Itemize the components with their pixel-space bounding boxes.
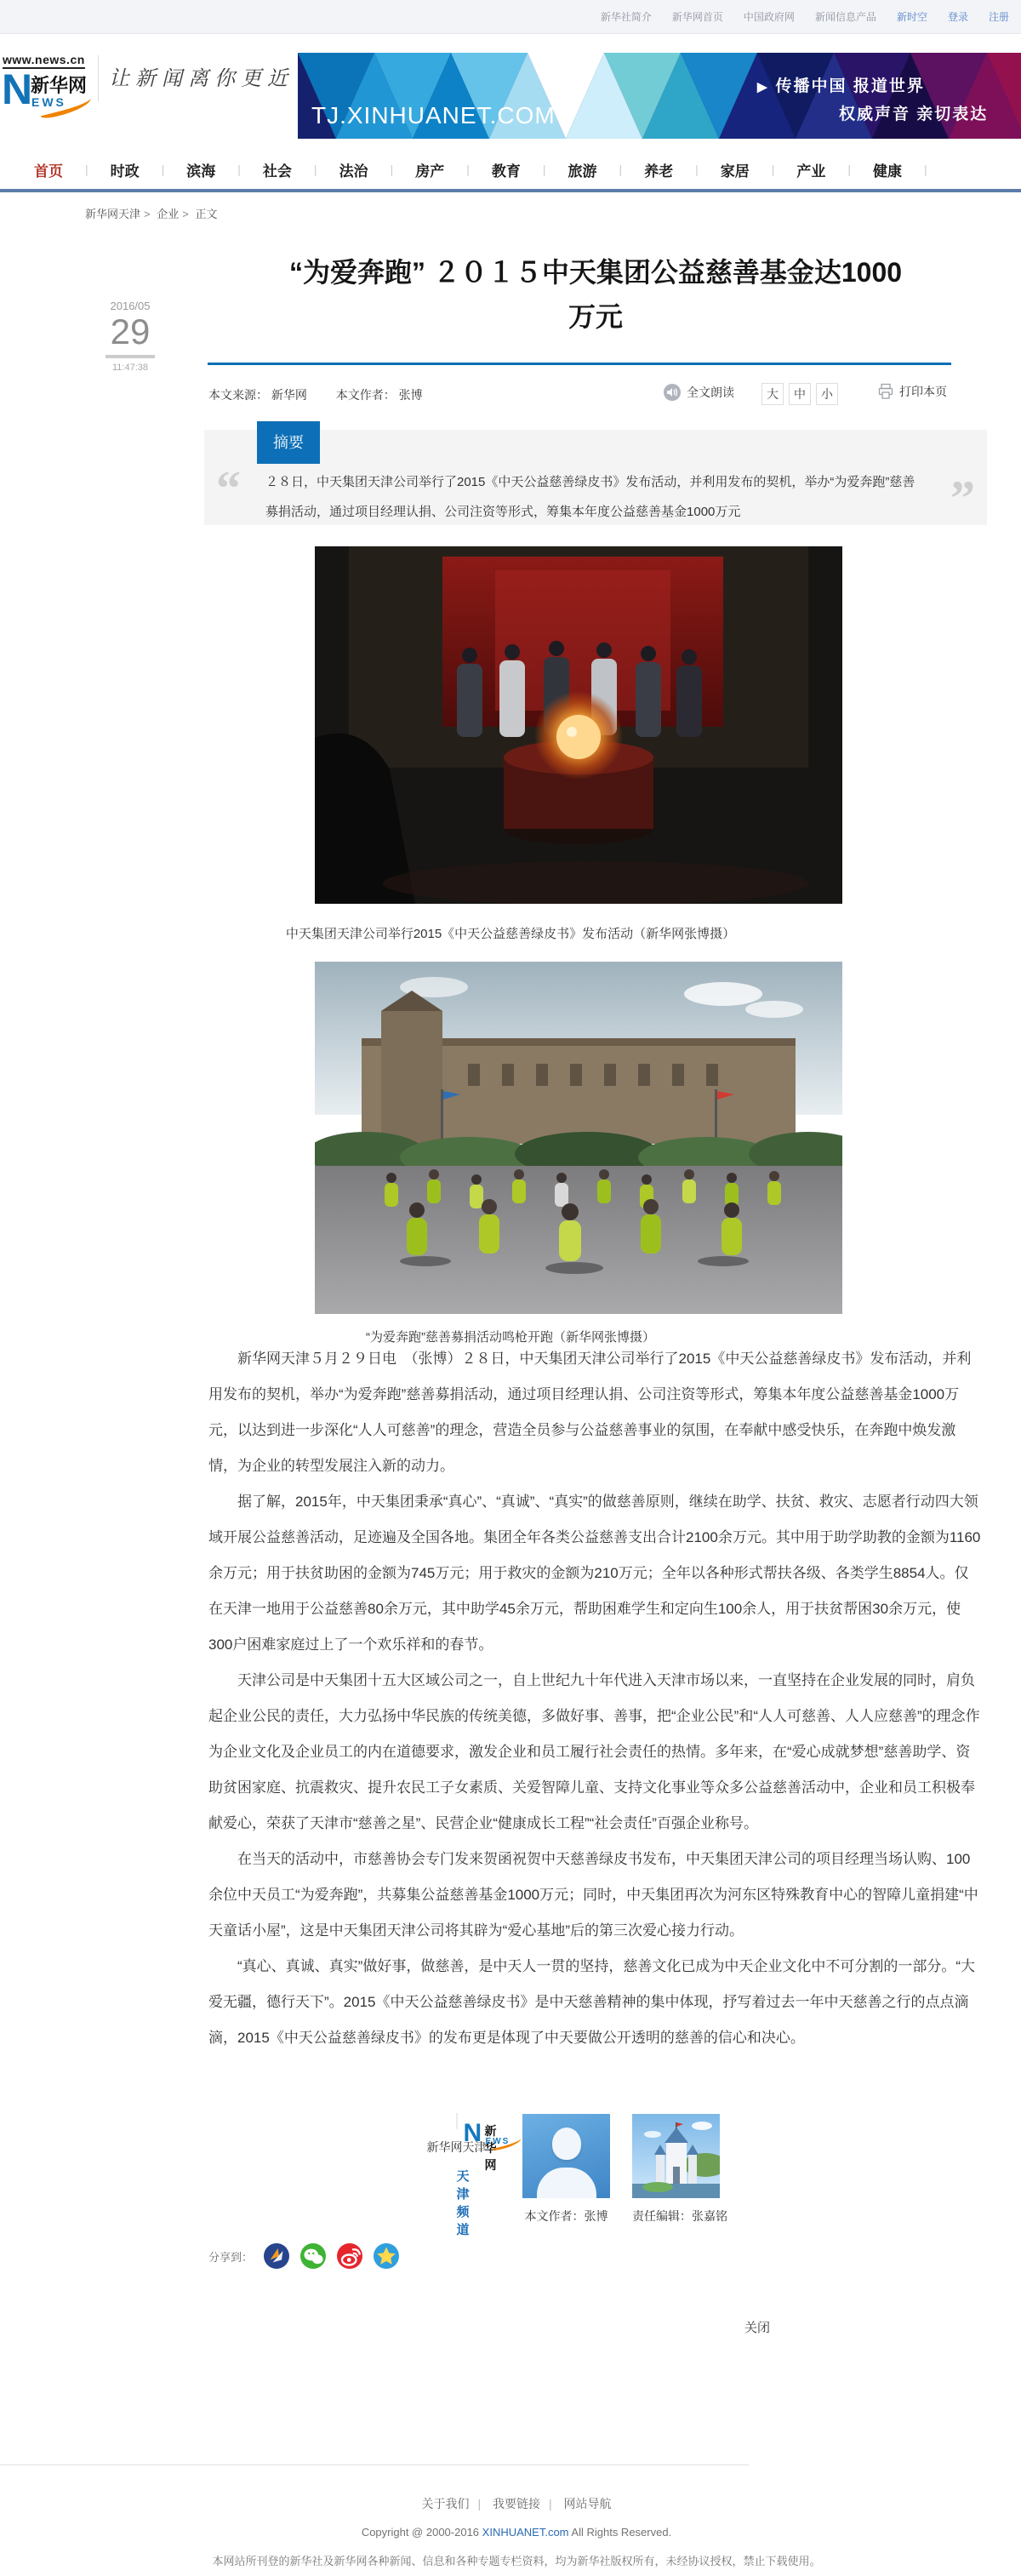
xinhuanet-logo-en: EWS	[31, 95, 66, 109]
channel-card	[413, 2114, 500, 2225]
footer-separator: |	[477, 2497, 482, 2510]
font-size-medium-button[interactable]: 中	[789, 383, 811, 405]
read-aloud-button[interactable]: 全文朗读	[663, 383, 734, 402]
close-button[interactable]: 关闭	[744, 2321, 770, 2335]
nav-separator: |	[771, 163, 775, 176]
footer-link-linking[interactable]: 我要链接	[493, 2497, 540, 2510]
xinhua-tianjin-logo[interactable]	[456, 2113, 458, 2129]
breadcrumb-tianjin[interactable]: 新华网天津	[85, 208, 141, 220]
breadcrumb-current: 正文	[195, 208, 218, 220]
author-card-caption: 本文作者：张博	[524, 2209, 608, 2223]
article-photo-run	[315, 962, 842, 1314]
nav-item-law[interactable]: 法治	[339, 163, 368, 180]
print-page-button[interactable]: 打印本页	[877, 383, 947, 400]
author-avatar	[522, 2114, 610, 2198]
site-slogan: 让新闻离你更近	[109, 68, 294, 90]
author-label: 本文作者： 张博	[335, 388, 423, 402]
source-label: 本文来源： 新华网	[208, 388, 307, 402]
publish-time: 11:47:38	[111, 363, 148, 373]
nav-separator: |	[161, 163, 165, 176]
nav-item-home-living[interactable]: 家居	[720, 163, 750, 180]
xinhua-app-share-icon[interactable]	[264, 2243, 289, 2269]
footer-copyright	[0, 2526, 1021, 2539]
share-row	[208, 2243, 399, 2269]
breadcrumb	[85, 205, 217, 221]
footer	[0, 2495, 1021, 2568]
copyright-suffix: All Rights Reserved.	[568, 2526, 672, 2539]
banner-domain: TJ.XINHUANET.COM	[311, 102, 556, 129]
photo-caption: 中天集团天津公司举行2015《中天公益慈善绿皮书》发布活动（新华网张博摄）	[285, 927, 736, 941]
author-card	[522, 2114, 610, 2225]
nav-item-realestate[interactable]: 房产	[415, 163, 445, 180]
topbar-link-xinshikong[interactable]: 新时空	[896, 11, 927, 23]
nav-separator: |	[466, 163, 470, 176]
font-size-large-button[interactable]: 大	[761, 383, 784, 405]
tianjin-channel-banner[interactable]	[298, 53, 1021, 139]
channel-card-caption: 新华网天津	[426, 2140, 487, 2154]
nav-separator: |	[847, 163, 852, 176]
topbar-link-login[interactable]: 登录	[947, 11, 968, 23]
topbar-link-gov[interactable]: 中国政府网	[743, 11, 795, 23]
breadcrumb-enterprise[interactable]: 企业	[157, 208, 180, 220]
weibo-share-icon[interactable]	[337, 2243, 362, 2269]
castle-illustration	[632, 2114, 720, 2198]
copyright-prefix: Copyright @ 2000-2016	[361, 2526, 482, 2539]
printer-icon	[877, 383, 894, 400]
nav-item-education[interactable]: 教育	[491, 163, 521, 180]
qzone-share-icon[interactable]	[374, 2243, 399, 2269]
share-label: 分享到：	[208, 2250, 254, 2264]
play-icon: ▶	[757, 80, 769, 94]
summary-tab: 摘要	[257, 421, 320, 464]
nav-item-home[interactable]: 首页	[34, 163, 63, 180]
topbar-link-news-products[interactable]: 新闻信息产品	[814, 11, 876, 23]
nav-separator: |	[313, 163, 317, 176]
breadcrumb-separator: >	[182, 208, 189, 220]
nav-separator: |	[85, 163, 88, 176]
nav-item-eldercare[interactable]: 养老	[644, 163, 674, 180]
article-paragraph: 新华网天津５月２９日电 （张博）２８日，中天集团天津公司举行了2015《中天公益慈善绿皮书》发布活动，并利用发布的契机，举办“为爱奔跑”慈善募捐活动，通过项目经理认捐、公司注资等形式，筹集本年度公益慈善基金1000万元，以达到进一步深化“人人可慈善”的理念，营造全员参与公益慈善事业的氛围，在奉献中感受快乐，在奔跑中焕发激情，为企业的转型发展注入新的动力。	[208, 1351, 972, 1474]
nav-item-politics[interactable]: 时政	[110, 163, 140, 180]
xinhuanet-n-logo: N	[2, 66, 33, 113]
article-meta-row	[208, 381, 983, 407]
nav-item-travel[interactable]: 旅游	[568, 163, 597, 180]
article-photo-event	[315, 546, 842, 904]
article-title-line1: “为爱奔跑” ２０１５中天集团公益慈善基金达1000	[288, 257, 903, 288]
avatar-head	[552, 2128, 581, 2160]
topbar-link-xinhua-intro[interactable]: 新华社简介	[600, 11, 652, 23]
event-photo-illustration	[315, 546, 842, 904]
article-paragraph: 据了解，2015年，中天集团秉承“真心”、“真诚”、“真实”的做慈善原则，继续在助学、扶贫、救灾、志愿者行动四大领域开展公益慈善活动，足迹遍及全国各地。集团全年各类公益慈善支出合计2100余万元。其中用于助学助教的金额为1160余万元；用于扶贫助困的金额为745万元；用于救灾的金额为210万元；全年以各种形式帮扶各级、各类学生8854人。仅在天津一地用于公益慈善80余万元，其中助学45余万元，帮助困难学生和定向生100余人，用于扶贫帮困30余万元，使300户困难家庭过上了一个欢乐祥和的春节。	[208, 1494, 981, 1653]
open-quote-icon: “	[216, 460, 241, 516]
site-url: www.news.cn	[3, 53, 85, 69]
publish-month: 2016/05	[110, 300, 151, 312]
nav-separator: |	[695, 163, 699, 176]
wechat-share-icon[interactable]	[300, 2243, 326, 2269]
footer-link-about[interactable]: 关于我们	[421, 2497, 470, 2510]
nav-separator: |	[619, 163, 623, 176]
nav-separator: |	[237, 163, 241, 176]
editor-card	[632, 2114, 727, 2225]
publish-date	[95, 300, 165, 373]
article-paragraph: 天津公司是中天集团十五大区域公司之一，自上世纪九十年代进入天津市场以来，一直坚持在企业发展的同时，肩负起企业公民的责任，大力弘扬中华民族的传统美德，多做好事、善事，把“企业公民”和“人人可慈善、人人应慈善”的理念作为企业文化及企业员工的内在道德要求，激发企业和员工履行社会责任的热情。多年来，在“爱心成就梦想”慈善助学、资助贫困家庭、抗震救灾、提升农民工子女素质、关爱智障儿童、支持文化事业等众多公益慈善活动中，企业和员工积极奉献爱心，荣获了天津市“慈善之星”、民营企业“健康成长工程”“社会责任”百强企业称号。	[208, 1672, 980, 1831]
date-divider	[106, 355, 155, 358]
nav-separator: |	[390, 163, 394, 176]
credit-cards	[413, 2114, 727, 2225]
nav-separator: |	[924, 163, 927, 176]
header-divider	[98, 55, 99, 101]
footer-separator: |	[549, 2497, 552, 2510]
nav-separator: |	[542, 163, 546, 176]
nav-item-industry[interactable]: 产业	[796, 163, 826, 180]
article-source	[208, 386, 448, 403]
breadcrumb-separator: >	[144, 208, 151, 220]
nav-item-binhai[interactable]: 滨海	[186, 163, 216, 180]
main-nav	[0, 150, 1021, 192]
article-paragraph: 在当天的活动中，市慈善协会专门发来贺函祝贺中天慈善绿皮书发布，中天集团天津公司的项目经理当场认购、100余位中天员工“为爱奔跑”，共募集公益慈善基金1000万元；同时，中天集团再次为河东区特殊教育中心的智障儿童捐建“中天童话小屋”，这是中天集团天津公司将其辟为“爱心基地”后的第三次爱心接力行动。	[208, 1851, 978, 1939]
close-quote-icon: ”	[950, 471, 975, 526]
footer-notice: 本网站所刊登的新华社及新华网各种新闻、信息和各种专题专栏资料，均为新华社版权所有，未经协议授权，禁止下载使用。	[212, 2555, 821, 2567]
banner-tagline-2: 权威声音 亲切表达	[839, 106, 989, 123]
article-body	[208, 1341, 981, 2056]
topbar-link-xinhuanet-home[interactable]: 新华网首页	[671, 11, 723, 23]
footer-link-xinhuanet[interactable]: XINHUANET.com	[482, 2526, 569, 2539]
photo-caption: “为爱奔跑”慈善募捐活动鸣枪开跑（新华网张博摄）	[366, 1330, 655, 1345]
editor-card-caption: 责任编辑：张嘉铭	[632, 2209, 727, 2223]
article-paragraph: “真心、真诚、真实”做好事，做慈善，是中天人一贯的坚持，慈善文化已成为中天企业文化中不可分割的一部分。“大爱无疆，德行天下”。2015《中天公益慈善绿皮书》是中天慈善精神的集中体现，抒写着过去一年中天慈善之行的点点滴滴，2015《中天公益慈善绿皮书》的发布更是体现了中天要做公开透明的慈善的信心和决心。	[208, 1958, 975, 2046]
banner-tagline-1: ▶ 传播中国 报道世界	[757, 77, 925, 95]
title-underline	[208, 363, 951, 365]
top-utility-bar	[0, 0, 1021, 34]
nav-item-society[interactable]: 社会	[262, 163, 292, 180]
topbar-link-register[interactable]: 注册	[988, 11, 1009, 23]
font-size-small-button[interactable]: 小	[816, 383, 838, 405]
footer-link-sitemap[interactable]: 网站导航	[563, 2497, 612, 2510]
editor-avatar	[632, 2114, 720, 2198]
summary-text: ２８日，中天集团天津公司举行了2015《中天公益慈善绿皮书》发布活动，并利用发布的契机，举办“为爱奔跑”慈善募捐活动，通过项目经理认捐、公司注资等形式，筹集本年度公益慈善基金1000万元	[265, 475, 915, 519]
run-photo-illustration	[315, 962, 842, 1314]
xinhuanet-logo-cn: 新华网	[31, 75, 88, 96]
avatar-body	[537, 2168, 596, 2198]
publish-day: 29	[110, 311, 151, 351]
article-title-line2: 万元	[568, 301, 623, 332]
close-row	[0, 2318, 770, 2336]
article-title	[208, 250, 983, 339]
speaker-icon	[663, 383, 682, 402]
article-summary	[204, 430, 987, 525]
footer-links	[0, 2495, 1021, 2512]
nav-item-health[interactable]: 健康	[873, 163, 903, 180]
